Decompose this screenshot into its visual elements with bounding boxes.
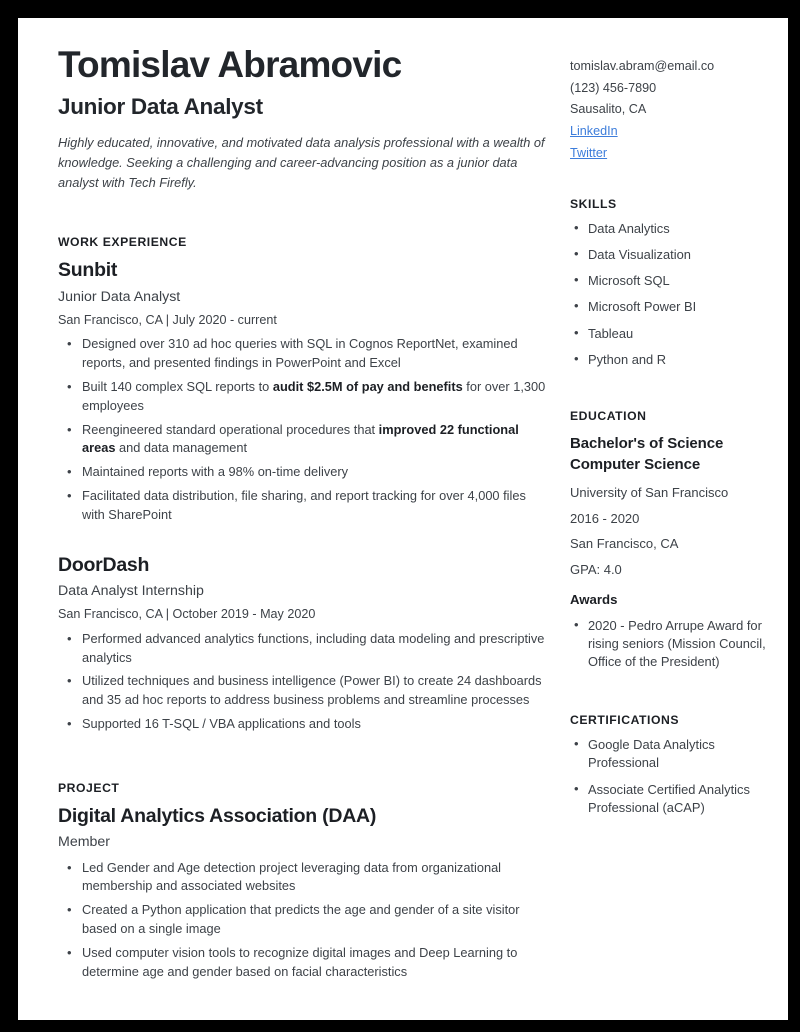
bullet-item: • Maintained reports with a 98% on-time delivery <box>58 463 548 482</box>
skills-list <box>570 220 788 368</box>
bullet-item: • Reengineered standard operational procedures that improved 22 functional areas and data management <box>58 421 548 459</box>
school-name: University of San Francisco <box>570 485 729 501</box>
experience-bullets <box>58 630 548 734</box>
awards-heading: Awards <box>570 592 618 608</box>
employer-meta: San Francisco, CA | October 2019 - May 2020 <box>58 607 316 622</box>
employer-meta: San Francisco, CA | July 2020 - current <box>58 313 277 328</box>
certifications-list <box>570 736 788 816</box>
bullet-emphasis: improved 22 functional areas <box>82 421 519 456</box>
list-item: • Microsoft Power BI <box>570 298 788 316</box>
bullet-item: • Built 140 complex SQL reports to audit $2.5M of pay and benefits for over 1,300 employees <box>58 378 548 416</box>
section-heading-education: EDUCATION <box>570 408 647 423</box>
linkedin-link[interactable]: LinkedIn <box>570 123 618 138</box>
work-experience-entries <box>58 258 548 734</box>
list-item: • Data Analytics <box>570 220 788 238</box>
professional-summary: Highly educated, innovative, and motivated data analysis professional with a wealth of knowledge. Seeking a challenging and career-advancing position as a junior data analyst with Tech Firefly. <box>58 135 545 191</box>
employer-name: Sunbit <box>58 259 118 282</box>
main-column <box>40 193 548 986</box>
bullet-item: • Supported 16 T-SQL / VBA applications and tools <box>58 715 548 734</box>
employer-role: Junior Data Analyst <box>58 288 181 305</box>
bullet-item: • Performed advanced analytics functions, including data modeling and prescriptive analytics <box>58 630 548 668</box>
list-item: • Data Visualization <box>570 246 788 264</box>
bullet-emphasis: audit $2.5M of pay and benefits <box>272 379 463 395</box>
awards-list <box>570 617 788 671</box>
school-location: San Francisco, CA <box>570 536 679 552</box>
school-years: 2016 - 2020 <box>570 510 640 526</box>
experience-bullets <box>58 335 548 524</box>
header-identity <box>40 44 548 193</box>
header-row <box>40 44 754 193</box>
project-entry <box>58 804 548 982</box>
bullet-item: • Created a Python application that predicts the age and gender of a site visitor based on a single image <box>58 901 548 939</box>
employer-name: DoorDash <box>58 553 150 576</box>
section-heading-certifications: CERTIFICATIONS <box>570 713 680 728</box>
employer-role: Data Analyst Internship <box>58 583 204 600</box>
experience-entry <box>58 553 548 734</box>
degree-line-2: Computer Science <box>570 455 701 473</box>
bullet-item: • Utilized techniques and business intelligence (Power BI) to create 24 dashboards and 35 ad hoc reports to address business problems and streamline processes <box>58 672 548 710</box>
section-heading-project: PROJECT <box>58 780 120 795</box>
twitter-link[interactable]: Twitter <box>570 145 608 160</box>
gpa-text: GPA: 4.0 <box>570 561 622 577</box>
project-name: Digital Analytics Association (DAA) <box>58 804 377 827</box>
list-item: • Microsoft SQL <box>570 272 788 290</box>
list-item: • Associate Certified Analytics Professional (aCAP) <box>570 781 788 817</box>
email-text: tomislav.abram@email.co <box>570 59 715 73</box>
resume-page <box>18 18 788 1020</box>
phone-text: (123) 456-7890 <box>570 80 657 95</box>
list-item: • Tableau <box>570 325 788 343</box>
bullet-item: • Used computer vision tools to recognize digital images and Deep Learning to determine age and gender based on facial characteristics <box>58 944 548 982</box>
section-heading-work-experience: WORK EXPERIENCE <box>58 235 187 250</box>
bullet-item: • Facilitated data distribution, file sharing, and report tracking for over 4,000 files with SharePoint <box>58 487 548 525</box>
list-item: • 2020 - Pedro Arrupe Award for rising seniors (Mission Council, Office of the President) <box>570 617 788 671</box>
contact-block <box>570 44 788 164</box>
bullet-item: • Led Gender and Age detection project leveraging data from organizational membership and associated websites <box>58 859 548 897</box>
body-row <box>40 193 766 986</box>
section-heading-skills: SKILLS <box>570 197 617 212</box>
experience-entry <box>58 258 548 524</box>
project-bullets <box>58 859 548 982</box>
side-column <box>570 193 788 824</box>
degree-line-1: Bachelor's of Science <box>570 434 724 452</box>
list-item: • Google Data Analytics Professional <box>570 736 788 772</box>
page-title: Tomislav Abramovic <box>58 44 402 85</box>
project-role: Member <box>58 834 111 851</box>
list-item: • Python and R <box>570 351 788 369</box>
bullet-item: • Designed over 310 ad hoc queries with SQL in Cognos ReportNet, examined reports, and presented findings in PowerPoint and Excel <box>58 335 548 373</box>
location-text: Sausalito, CA <box>570 102 647 117</box>
job-title: Junior Data Analyst <box>58 94 263 120</box>
